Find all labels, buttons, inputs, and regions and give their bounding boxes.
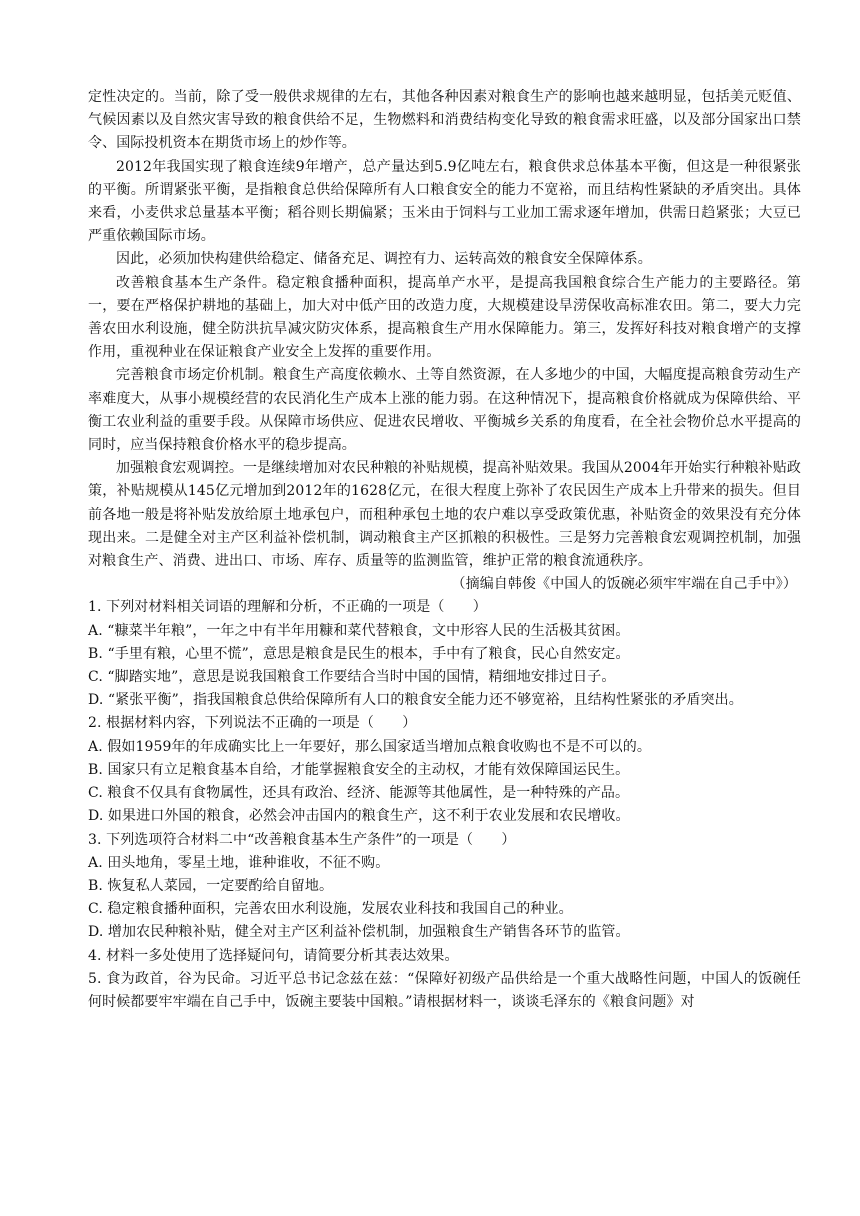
option-b: B. “手里有粮，心里不慌”，意思是粮食是民生的根本，手中有了粮食，民心自然安定。 <box>88 645 630 662</box>
option-a: A. “糠菜半年粮”，一年之中有半年用糠和菜代替粮食，文中形容人民的生活极其贫困。 <box>88 622 630 639</box>
question-stem: 2. 根据材料内容，下列说法不正确的一项是（ ） <box>88 715 417 732</box>
option-d: D. “紧张平衡”，指我国粮食总供给保障所有人口的粮食安全能力还不够宽裕，且结构性紧张的矛盾突出。 <box>88 692 743 709</box>
option-b: B. 恢复私人菜园，一定要酌给自留地。 <box>88 877 334 894</box>
option-c: C. 粮食不仅具有食物属性，还具有政治、经济、能源等其他属性，是一种特殊的产品。 <box>88 785 630 802</box>
question-3 <box>88 829 801 945</box>
question-1 <box>88 596 801 712</box>
option-c: C. “脚踏实地”，意思是说我国粮食工作要结合当时中国的国情，精细地安排过日子。 <box>88 669 616 686</box>
paragraph: 2012年我国实现了粮食连续9年增产，总产量达到5.9亿吨左右，粮食供求总体基本平衡，但这是一种很紧张的平衡。所谓紧张平衡，是指粮食总供给保障所有人口粮食安全的能力不宽裕，而且结构性紧缺的矛盾突出。具体来看，小麦供求总量基本平衡；稻谷则长期偏紧；玉米由于饲料与工业加工需求逐年增加，供需日趋紧张；大豆已严重依赖国际市场。 <box>88 158 801 245</box>
option-a: A. 田头地角，零星土地，谁种谁收，不征不购。 <box>88 854 390 871</box>
question-list <box>88 596 801 1014</box>
paragraph: 完善粮食市场定价机制。粮食生产高度依赖水、土等自然资源，在人多地少的中国，大幅度提高粮食劳动生产率难度大，从事小规模经营的农民消化生产成本上涨的能力弱。在这种情况下，提高粮食价格就成为保障供给、平衡工农业利益的重要手段。从保障市场供应、促进农民增收、平衡城乡关系的角度看，在全社会物价总水平提高的同时，应当保持粮食价格水平的稳步提高。 <box>88 367 801 454</box>
option-c: C. 稳定粮食播种面积，完善农田水利设施，发展农业科技和我国自己的种业。 <box>88 901 573 918</box>
option-a: A. 假如1959年的年成确实比上一年要好，那么国家适当增加点粮食收购也不是不可以的。 <box>88 738 651 755</box>
paragraph: 定性决定的。当前，除了受一般供求规律的左右，其他各种因素对粮食生产的影响也越来越明显，包括美元贬值、气候因素以及自然灾害导致的粮食供给不足，生物燃料和消费结构变化导致的粮食需求旺盛，以及部分国家出口禁令、国际投机资本在期货市场上的炒作等。 <box>88 89 801 152</box>
question-2 <box>88 712 801 828</box>
option-d: D. 如果进口外国的粮食，必然会冲击国内的粮食生产，这不利于农业发展和农民增收。 <box>88 808 630 825</box>
option-b: B. 国家只有立足粮食基本自给，才能掌握粮食安全的主动权，才能有效保障国运民生。 <box>88 761 630 778</box>
paragraph: 因此，必须加快构建供给稳定、储备充足、调控有力、运转高效的粮食安全保障体系。 <box>116 251 652 268</box>
option-d: D. 增加农民种粮补贴，健全对主产区利益补偿机制，加强粮食生产销售各环节的监管。 <box>88 924 630 941</box>
document-page <box>88 86 801 1014</box>
question-5 <box>88 968 801 1014</box>
source-citation: （摘编自韩俊《中国人的饭碗必须牢牢端在自己手中》） <box>451 576 797 593</box>
article-body <box>88 86 801 573</box>
question-stem: 3. 下列选项符合材料二中“改善粮食基本生产条件”的一项是（ ） <box>88 831 516 848</box>
paragraph: 改善粮食基本生产条件。稳定粮食播种面积，提高单产水平，是提高我国粮食综合生产能力的主要路径。第一，要在严格保护耕地的基础上，加大对中低产田的改造力度，大规模建设旱涝保收高标准农田。第二，要大力完善农田水利设施，健全防洪抗旱减灾防灾体系，提高粮食生产用水保障能力。第三，发挥好科技对粮食增产的支撑作用，重视种业在保证粮食产业安全上发挥的重要作用。 <box>88 274 801 361</box>
question-stem: 4. 材料一多处使用了选择疑问句，请简要分析其表达效果。 <box>88 947 459 964</box>
question-stem: 1. 下列对材料相关词语的理解和分析，不正确的一项是（ ） <box>88 599 487 616</box>
question-stem: 5. 食为政首，谷为民命。习近平总书记念兹在兹：“保障好初级产品供给是一个重大战略性问题，中国人的饭碗任何时候都要牢牢端在自己手中，饭碗主要装中国粮。”请根据材料一，谈谈毛泽东的《粮食问题》对 <box>88 970 801 1010</box>
paragraph: 加强粮食宏观调控。一是继续增加对农民种粮的补贴规模，提高补贴效果。我国从2004年开始实行种粮补贴政策，补贴规模从145亿元增加到2012年的1628亿元，在很大程度上弥补了农民因生产成本上升带来的损失。但目前各地一般是将补贴发放给原土地承包户，而租种承包土地的农户难以享受政策优惠，补贴资金的效果没有充分体现出来。二是健全对主产区利益补偿机制，调动粮食主产区抓粮的积极性。三是努力完善粮食宏观调控机制，加强对粮食生产、消费、进出口、市场、库存、质量等的监测监管，维护正常的粮食流通秩序。 <box>88 460 801 570</box>
question-4 <box>88 945 801 968</box>
